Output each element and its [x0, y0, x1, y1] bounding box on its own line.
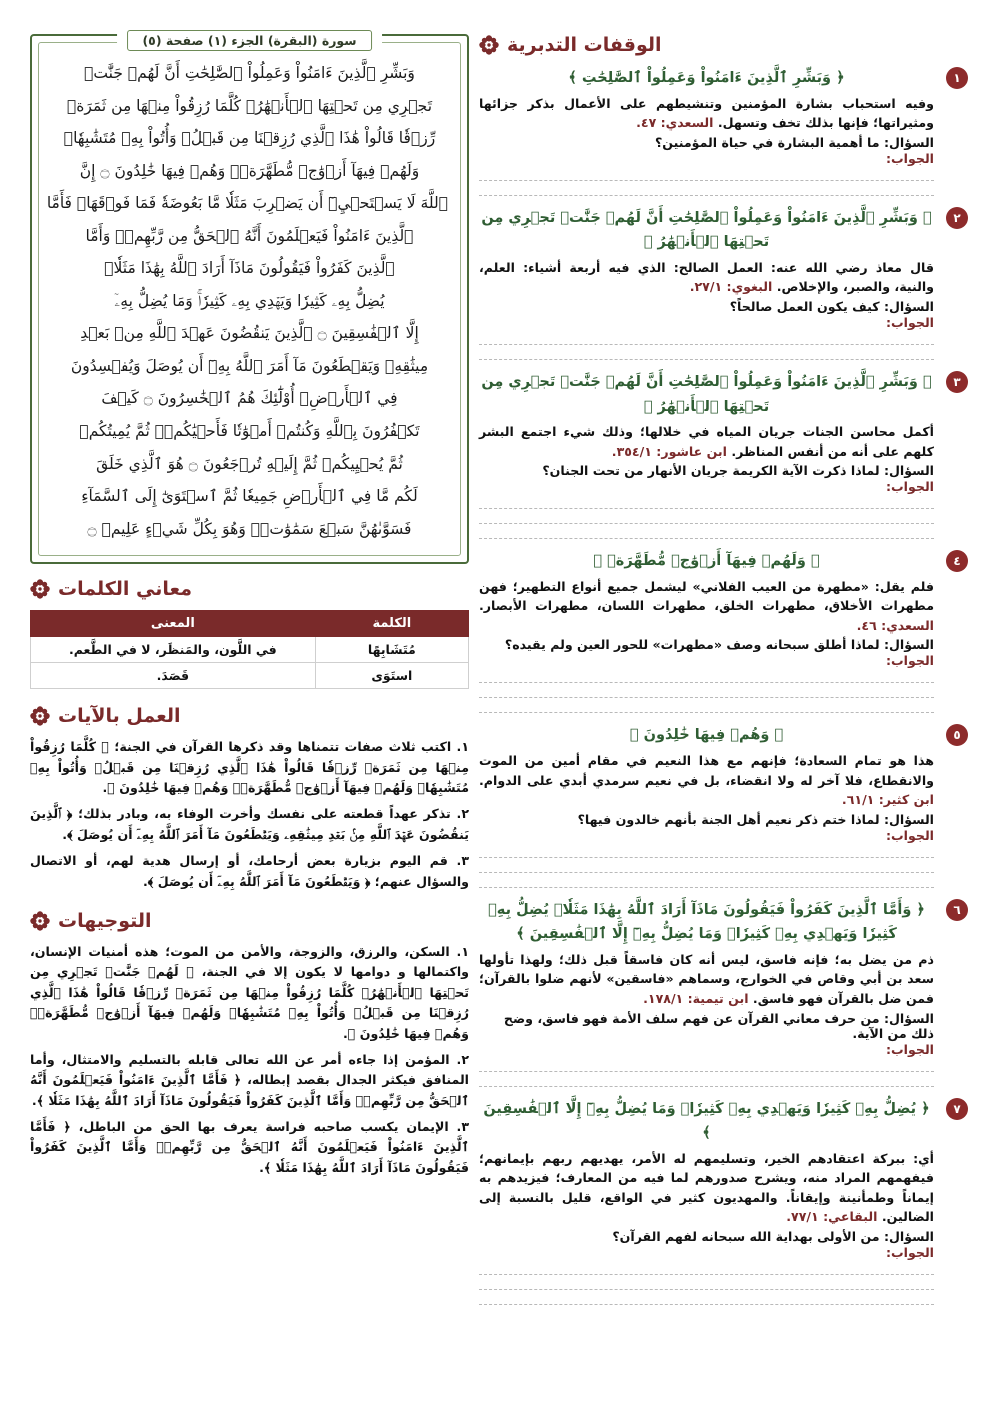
waqfa-number-badge: ٥	[946, 724, 968, 746]
amal-list	[30, 737, 469, 892]
waqfa-ayah: ﴿ وَأَمَّا ٱلَّذِينَ كَفَرُواْ فَيَقُولُونَ مَاذَآ أَرَادَ ٱللَّهُ بِهَٰذَا مَثَلٗاۘ يُضِلُّ بِهِۦ كَثِيرٗا وَيَهۡدِي بِهِۦ كَثِيرٗاۚ وَمَا يُضِلُّ بِهِۦٓ إِلَّا ٱلۡفَٰسِقِينَ ﴾	[488, 901, 925, 943]
quran-line: ثُمَّ يُحۡيِيكُمۡ ثُمَّ إِلَيۡهِ تُرۡجَعُونَ ۝ هُوَ ٱلَّذِي خَلَقَ	[96, 454, 403, 473]
spacer	[30, 898, 469, 910]
tawjihat-heading	[30, 910, 469, 932]
table-row	[31, 637, 469, 663]
quran-line: تَكۡفُرُونَ بِٱللَّهِ وَكُنتُمۡ أَمۡوَٰتٗا فَأَحۡيَٰكُمۡۖ ثُمَّ يُمِيتُكُمۡ	[79, 422, 420, 441]
waqfa-body	[479, 950, 934, 1009]
amal-heading-label: العمل بالآيات	[58, 705, 181, 728]
answer-lines[interactable]	[479, 1260, 934, 1305]
waqfa-source: البقاعي: ٧٧/١.	[786, 1209, 878, 1225]
cell-word: استَوَى	[315, 663, 468, 689]
waqfa-question: السؤال: لماذا ذكرت الآية الكريمة جريان الأنهار من تحت الجنان؟	[542, 463, 934, 479]
cell-meaning: قَصَدَ.	[31, 663, 316, 689]
waqfa-body	[479, 94, 934, 133]
waqfa-item	[479, 206, 968, 360]
quran-line: وَبَشِّرِ ٱلَّذِينَ ءَامَنُواْ وَعَمِلُواْ ٱلصَّٰلِحَٰتِ أَنَّ لَهُمۡ جَنَّٰتٖ	[84, 64, 415, 82]
answer-lines[interactable]	[479, 494, 934, 539]
maani-heading	[30, 578, 469, 600]
list-item: ٣. الإيمان يكسب صاحبه فراسة يعرف بها الحق من الباطل، ﴿ فَأَمَّا ٱلَّذِينَ ءَامَنُواْ فَيَعۡلَمُونَ أَنَّهُ ٱلۡحَقُّ مِن رَّبِّهِمۡۖ وَأَمَّا ٱلَّذِينَ كَفَرُواْ فَيَقُولُونَ مَاذَآ أَرَادَ ٱللَّهُ بِهَٰذَا مَثَلٗا ﴾.	[30, 1119, 469, 1175]
answer-lines[interactable]	[479, 843, 934, 888]
waqafat-heading-label: الوقفات التدبرية	[507, 34, 662, 56]
list-item: ٢. تذكر عهداً قطعته على نفسك وأخرت الوفاء به، وبادر بذلك؛ ﴿ ٱلَّذِينَ يَنقُضُونَ عَهۡدَ ٱللَّهِ مِنۢ بَعۡدِ مِيثَٰقِهِۦ وَيَقۡطَعُونَ مَآ أَمَرَ ٱللَّهُ بِهِۦٓ أَن يُوصَلَ ﴾.	[30, 806, 469, 842]
maani-heading-label: معاني الكلمات	[58, 578, 193, 601]
spacer	[30, 693, 469, 705]
quran-page-header	[117, 30, 381, 49]
waqafat-heading	[479, 34, 968, 56]
waqfa-item	[479, 723, 968, 887]
quran-text	[46, 57, 448, 545]
waqfa-answer-label: الجواب:	[885, 150, 934, 166]
waqfa-source: ابن تيمية: ١٧٨/١.	[643, 990, 749, 1006]
waqfa-ayah: ﴿ وَبَشِّرِ ٱلَّذِينَ ءَامَنُواْ وَعَمِلُواْ ٱلصَّٰلِحَٰتِ أَنَّ لَهُمۡ جَنَّٰتٖ تَجۡرِي مِن تَحۡتِهَا ٱلۡأَنۡهَٰرُ ﴾	[481, 373, 932, 415]
waqfa-body-text: قال معاذ رضي الله عنه: العمل الصالح: الذي فيه أربعة أشياء: العلم، والنية، والصبر، والإخلاص.	[479, 259, 934, 295]
col-meaning: المعنى	[31, 611, 316, 637]
list-item: ١. اكتب ثلاث صفات تتمناها وقد ذكرها القرآن في الجنة؛ ﴿ كُلَّمَا رُزِقُواْ مِنۡهَا مِن ثَمَرَةٖ رِّزۡقٗا قَالُواْ هَٰذَا ٱلَّذِي رُزِقۡنَا مِن قَبۡلُۖ وَأُتُواْ بِهِۦ مُتَشَٰبِهٗاۖ وَلَهُمۡ فِيهَآ أَزۡوَٰجٞ مُّطَهَّرَةٞۖ وَهُمۡ فِيهَا خَٰلِدُونَ ﴾.	[30, 739, 469, 795]
waqfa-answer-label: الجواب:	[885, 1041, 934, 1057]
waqfa-source: ابن عاشور: ٣٥٤/١.	[611, 443, 727, 459]
words-meanings-table	[30, 610, 469, 689]
quran-line: تَجۡرِي مِن تَحۡتِهَا ٱلۡأَنۡهَٰرُۖ كُلَّمَا رُزِقُواْ مِنۡهَا مِن ثَمَرَةٖ	[66, 96, 433, 115]
flower-ornament-icon	[30, 706, 50, 726]
waqfa-source: السعدي: ٤٦.	[856, 617, 934, 633]
waqfa-question: السؤال: من الأولى بهداية الله سبحانه لفهم القرآن؟	[612, 1228, 934, 1244]
waqafat-column	[469, 34, 974, 1398]
waqfa-answer-label: الجواب:	[885, 827, 934, 843]
list-item: ٢. المؤمن إذا جاءه أمر عن الله تعالى قابله بالتسليم والامتثال، وأما المنافق فيكثر الجدال بقصد إبطاله، ﴿ فَأَمَّا ٱلَّذِينَ ءَامَنُواْ فَيَعۡلَمُونَ أَنَّهُ ٱلۡحَقُّ مِن رَّبِّهِمۡۖ وَأَمَّا ٱلَّذِينَ كَفَرُواْ فَيَقُولُونَ مَاذَآ أَرَادَ ٱللَّهُ بِهَٰذَا مَثَلٗا ﴾.	[30, 1051, 469, 1108]
quran-line: مِيثَٰقِهِۦ وَيَقۡطَعُونَ مَآ أَمَرَ ٱللَّهُ بِهِۦٓ أَن يُوصَلَ وَيُفۡسِدُونَ	[70, 356, 429, 375]
waqfa-item	[479, 66, 968, 196]
waqfa-ayah: ﴿ يُضِلُّ بِهِۦ كَثِيرٗا وَيَهۡدِي بِهِۦ كَثِيرٗاۚ وَمَا يُضِلُّ بِهِۦٓ إِلَّا ٱلۡفَٰسِقِينَ ﴾	[483, 1100, 930, 1142]
waqfa-body	[479, 422, 934, 461]
waqfa-answer-label: الجواب:	[885, 479, 934, 495]
waqfa-item	[479, 370, 968, 539]
waqfa-number-badge: ٦	[946, 899, 968, 921]
waqfa-body-text: ذم من يضل به؛ فإنه فاسق، ليس أنه كان فاسقاً قبل ذلك؛ ولهذا تأولها سعد بن أبي وقاص في الخوارج، وسماهم «فاسقين» لأنهم ضلوا بالقرآن؛ فمن ضل بالقرآن فهو فاسق.	[479, 951, 934, 1006]
waqfa-ayah: ﴿ وَلَهُمۡ فِيهَآ أَزۡوَٰجٞ مُّطَهَّرَةٞ ﴾	[593, 553, 820, 570]
quran-frame	[30, 34, 469, 564]
waqfa-body	[479, 751, 934, 810]
quran-line: إِلَّا ٱلۡفَٰسِقِينَ ۝ ٱلَّذِينَ يَنقُضُونَ عَهۡدَ ٱللَّهِ مِنۢ بَعۡدِ	[80, 324, 419, 343]
quran-line: رِّزۡقٗا قَالُواْ هَٰذَا ٱلَّذِي رُزِقۡنَا مِن قَبۡلُۖ وَأُتُواْ بِهِۦ مُتَشَٰبِهٗاۖ	[63, 129, 436, 148]
cell-word: مُتَشَابِهًا	[315, 637, 468, 663]
waqfa-item	[479, 1097, 968, 1305]
quran-line: فِي ٱلۡأَرۡضِۚ أُوْلَٰٓئِكَ هُمُ ٱلۡخَٰسِرُونَ ۝ كَيۡفَ	[101, 389, 398, 408]
waqfa-body-text: أكمل محاسن الجنات جريان المياه في خلالها؛ وذلك شيء اجتمع البشر كلهم على أنه من أنفس المناظر.	[479, 424, 934, 459]
table-row	[31, 663, 469, 689]
answer-lines[interactable]	[479, 1057, 934, 1087]
amal-heading	[30, 705, 469, 727]
quran-page-header-label: سورة (البقرة) الجزء (١) صفحة (٥)	[127, 30, 371, 51]
waqfa-question: السؤال: من حرف معاني القرآن عن فهم سلف الأمة فهو فاسق، وضح ذلك من الآية.	[503, 1010, 934, 1041]
waqfa-question: السؤال: لماذا أطلق سبحانه وصف «مطهرات» للحور العين ولم يقيده؟	[504, 637, 934, 653]
flower-ornament-icon	[30, 579, 50, 599]
col-word: الكلمة	[315, 611, 468, 637]
waqfa-body-text: فلم يقل: «مطهرة من العيب الفلاني» ليشمل جميع أنواع التطهير؛ فهن مطهرات الأخلاق، مطهرات الخلق، مطهرات اللسان، مطهرات الأبصار.	[479, 578, 934, 614]
list-item: ٣. قم اليوم بزيارة بعض أرحامك، أو إرسال هدية لهم، أو الاتصال والسؤال عنهم؛ ﴿ وَيَقۡطَعُونَ مَآ أَمَرَ ٱللَّهُ بِهِۦٓ أَن يُوصَلَ ﴾.	[30, 853, 469, 889]
quran-line: فَسَوَّىٰهُنَّ سَبۡعَ سَمَٰوَٰتٖۚ وَهُوَ بِكُلِّ شَيۡءٍ عَلِيمٞ ۝	[87, 519, 412, 538]
tawjihat-heading-label: التوجيهات	[58, 909, 152, 932]
waqfa-number-badge: ٣	[946, 371, 968, 393]
answer-lines[interactable]	[479, 330, 934, 360]
quran-line: يُضِلُّ بِهِۦ كَثِيرٗا وَيَهۡدِي بِهِۦ كَثِيرٗاۚ وَمَا يُضِلُّ بِهِۦٓ	[114, 291, 385, 310]
flower-ornament-icon	[479, 35, 499, 55]
answer-lines[interactable]	[479, 166, 934, 196]
quran-line: ٱلَّذِينَ كَفَرُواْ فَيَقُولُونَ مَاذَآ أَرَادَ ٱللَّهُ بِهَٰذَا مَثَلٗاۘ	[104, 259, 395, 278]
waqfa-source: البغوي: ٢٧/١.	[689, 279, 773, 295]
waqfa-item	[479, 549, 968, 713]
quran-line: لَكُم مَّا فِي ٱلۡأَرۡضِ جَمِيعٗا ثُمَّ ٱسۡتَوَىٰٓ إِلَى ٱلسَّمَآءِ	[81, 487, 418, 506]
waqfa-ayah: ﴿ وَبَشِّرِ ٱلَّذِينَ ءَامَنُواْ وَعَمِلُواْ ٱلصَّٰلِحَٰتِ أَنَّ لَهُمۡ جَنَّٰتٖ تَجۡرِي مِن تَحۡتِهَا ٱلۡأَنۡهَٰرُ ﴾	[481, 209, 932, 251]
waqfa-source: السعدي: ٤٧.	[636, 115, 714, 131]
waqfa-number-badge: ٢	[946, 207, 968, 229]
quran-line: وَلَهُمۡ فِيهَآ أَزۡوَٰجٞ مُّطَهَّرَةٞۖ وَهُمۡ فِيهَا خَٰلِدُونَ ۝ إِنَّ	[79, 161, 420, 180]
waqfa-item	[479, 898, 968, 1087]
quran-line: ٱللَّهَ لَا يَسۡتَحۡيِۦٓ أَن يَضۡرِبَ مَثَلٗا مَّا بَعُوضَةٗ فَمَا فَوۡقَهَاۚ فَأَمَّا	[46, 194, 448, 213]
waqfa-body-text: وفيه استحباب بشارة المؤمنين وتنشيطهم على الأعمال بذكر جزائها ومثيراتها؛ فإنها بذلك تخف وتسهل.	[479, 95, 934, 131]
tawjihat-list	[30, 942, 469, 1178]
flower-ornament-icon	[30, 911, 50, 931]
waqfa-body	[479, 258, 934, 297]
waqfa-question: السؤال: لماذا ختم ذكر نعيم أهل الجنة بأنهم خالدون فيها؟	[577, 811, 934, 827]
waqfa-number-badge: ١	[946, 67, 968, 89]
waqfa-number-badge: ٤	[946, 550, 968, 572]
cell-meaning: في اللَّون، والمَنظَر، لا في الطَّعم.	[31, 637, 316, 663]
quran-inner-frame	[38, 33, 461, 556]
waqfa-number-badge: ٧	[946, 1098, 968, 1120]
waqfa-body-text: هذا هو تمام السعادة؛ فإنهم مع هذا النعيم في مقام أمين من الموت والانقطاع، فلا آخر له ولا انقضاء، بل في نعيم سرمدي أبدي على الدوام.	[479, 753, 934, 788]
quran-line: ٱلَّذِينَ ءَامَنُواْ فَيَعۡلَمُونَ أَنَّهُ ٱلۡحَقُّ مِن رَّبِّهِمۡۖ وَأَمَّا	[85, 226, 414, 245]
waqfa-body	[479, 577, 934, 636]
answer-lines[interactable]	[479, 668, 934, 713]
waqfa-source: ابن كثير: ٦١/١.	[841, 792, 934, 808]
waqfa-answer-label: الجواب:	[885, 314, 934, 330]
waqfa-answer-label: الجواب:	[885, 1244, 934, 1260]
waqfa-answer-label: الجواب:	[885, 653, 934, 669]
waqfa-question: السؤال: كيف يكون العمل صالحاً؟	[729, 298, 934, 314]
waqfa-body-text: أي: ببركة اعتقادهم الخير، وتسليمهم له الأمر، يهديهم ربهم بإيمانهم؛ فيفهمهم المراد منه، ويشرح صدورهم لما فيه من المعارف؛ فيزيدهم به إيماناً وطمأنينة وإيقاناً. والمهديون كثير في الواقع، قليل بالنسبة إلى الضالين.	[479, 1150, 934, 1225]
list-item: ١. السكن، والرزق، والزوجة، والأمن من الموت؛ هذه أمنيات الإنسان، واكتمالها و دوامها لا يكون إلا في الجنة، ﴿ لَهُمۡ جَنَّٰتٖ تَجۡرِي مِن تَحۡتِهَا ٱلۡأَنۡهَٰرُۖ كُلَّمَا رُزِقُواْ مِنۡهَا مِن ثَمَرَةٖ رِّزۡقٗا قَالُواْ هَٰذَا ٱلَّذِي رُزِقۡنَا مِن قَبۡلُۖ وَأُتُواْ بِهِۦ مُتَشَٰبِهٗاۖ وَلَهُمۡ فِيهَآ أَزۡوَٰجٞ مُّطَهَّرَةٞۖ وَهُمۡ فِيهَا خَٰلِدُونَ ﴾.	[30, 943, 469, 1041]
waqfa-ayah: ﴿ وَهُمۡ فِيهَا خَٰلِدُونَ ﴾	[629, 727, 784, 744]
waqfa-question: السؤال: ما أهمية البشارة في حياة المؤمنين؟	[654, 134, 934, 150]
table-header-row	[31, 611, 469, 637]
waqfa-ayah: ﴿ وَبَشِّرِ ٱلَّذِينَ ءَامَنُواْ وَعَمِلُواْ ٱلصَّٰلِحَٰتِ ﴾	[568, 70, 845, 86]
left-column	[26, 34, 469, 1398]
waqfa-body	[479, 1149, 934, 1227]
